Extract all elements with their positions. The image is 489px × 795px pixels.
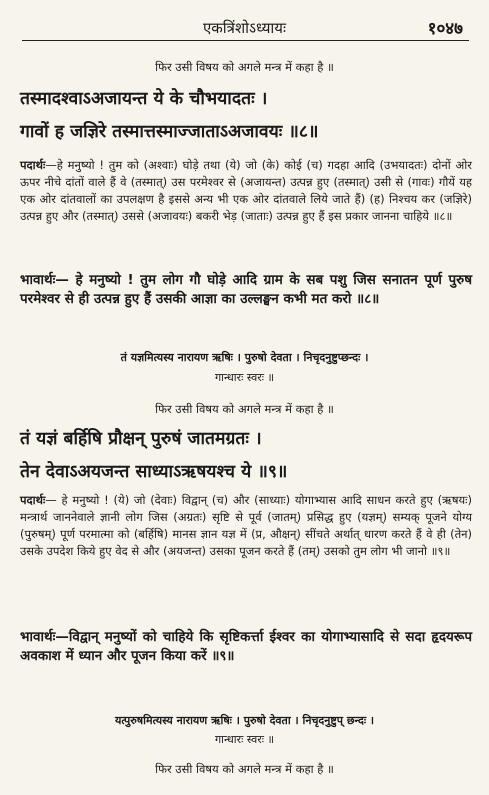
header-rule bbox=[22, 40, 469, 41]
page-number: १०४७ bbox=[427, 19, 463, 39]
rishi-line: यत्पुरुषमित्यस्य नारायण ऋषिः । पुरुषो देवता । निचृदनुष्टुप् छन्दः । bbox=[114, 714, 375, 727]
padartha-text: — हे मनुष्यो ! (ये) जो (देवाः) विद्वान् (च) और (साध्याः) योगाभ्यास आदि साधन करते हुए (ऋषयः) मन्त्रार्थ जाननेवाले ज्ञानी लोग जिस (अग्रतः) सृष्टि से पूर्व (जातम्) प्रसिद्ध हुए (यज्ञम्) सम्यक् पूजने योग्य (पुरुषम्) पूर्ण परमात्मा को (बर्हिषि) मानस ज्ञान यज्ञ में (प्र, औक्षन्) सींचते अर्थात् धारण करते हैं वे ही (तेन) उसके उपदेश किये हुए वेद से और (अयजन्त) उसका पूजन करते हैं (तम्) उसको तुम लोग भी जानो ॥९॥ bbox=[20, 493, 472, 558]
mantra-line-1: तस्मादश्वाऽअजायन्त ये के चौभयादतः । bbox=[20, 89, 268, 109]
intro-line: फिर उसी विषय को अगले मन्त्र में कहा है ॥ bbox=[155, 402, 334, 416]
mantra-line-1: तं यज्ञं बर्हिषि प्रौक्षन् पुरुषं जातमग्रतः । bbox=[20, 429, 262, 449]
mantra-line-2: तेन देवाऽअयजन्त साध्याऽऋषयश्च ये ॥९॥ bbox=[20, 462, 288, 482]
bhavartha-paragraph bbox=[20, 628, 472, 666]
rishi-line: तं यज्ञमित्यस्य नारायण ऋषिः । पुरुषो देवता । निचृदनुष्टुप्छन्दः । bbox=[120, 351, 369, 364]
svara-line: गान्धारः स्वरः ॥ bbox=[214, 371, 275, 384]
padartha-paragraph bbox=[20, 492, 472, 560]
padartha-label: पदार्थः bbox=[20, 493, 46, 507]
bhavartha-label: भावार्थः bbox=[20, 272, 56, 288]
footer-intro-line: फिर उसी विषय को अगले मन्त्र में कहा है ॥ bbox=[155, 762, 334, 776]
padartha-text: —हे मनुष्यो ! तुम को (अश्वाः) घोड़े तथा (ये) जो (के) कोई (च) गदहा आदि (उभयादतः) दोनों ओर ऊपर नीचे दांतों वाले हैं वे (तस्मात्) उस परमेश्वर से (अजायन्त) उत्पन्न हुए (तस्मात्) उसी से (गावः) गौयें यह एक ओर दांतवालों का उपलक्षण है इससे अन्य भी एक ओर दांतवाले लिये जाते हैं) (ह) निश्चय कर (जज्ञिरे) उत्पन्न हुए और (तस्मात्) उससे (अजावयः) बकरी भेड़ (जाताः) उत्पन्न हुए हैं इस प्रकार जानना चाहिये ॥८॥ bbox=[20, 158, 472, 223]
padartha-label: पदार्थः bbox=[20, 158, 46, 172]
bhavartha-text: — हे मनुष्यो ! तुम लोग गौ घोड़े आदि ग्राम के सब पशु जिस सनातन पूर्ण पुरुष परमेश्वर से ही उत्पन्न हुए हैं उसकी आज्ञा का उल्लङ्घन कभी मत करो ॥८॥ bbox=[20, 272, 472, 307]
chapter-title: एकत्रिंशोऽध्यायः bbox=[202, 19, 287, 37]
svara-line: गान्धारः स्वरः ॥ bbox=[214, 733, 275, 746]
intro-line: फिर उसी विषय को अगले मन्त्र में कहा है ॥ bbox=[155, 60, 334, 74]
bhavartha-text: —विद्वान् मनुष्यों को चाहिये कि सृष्टिकर्त्ता ईश्वर का योगाभ्यासादि से सदा हृदयरूप अवकाश में ध्यान और पूजन किया करें ॥९॥ bbox=[20, 629, 472, 664]
bhavartha-paragraph bbox=[20, 271, 472, 309]
mantra-line-2: गावों ह जज्ञिरे तस्मात्तस्माज्जाताऽअजावयः ॥८॥ bbox=[20, 122, 319, 142]
bhavartha-label: भावार्थः bbox=[20, 629, 56, 645]
padartha-paragraph bbox=[20, 157, 472, 225]
